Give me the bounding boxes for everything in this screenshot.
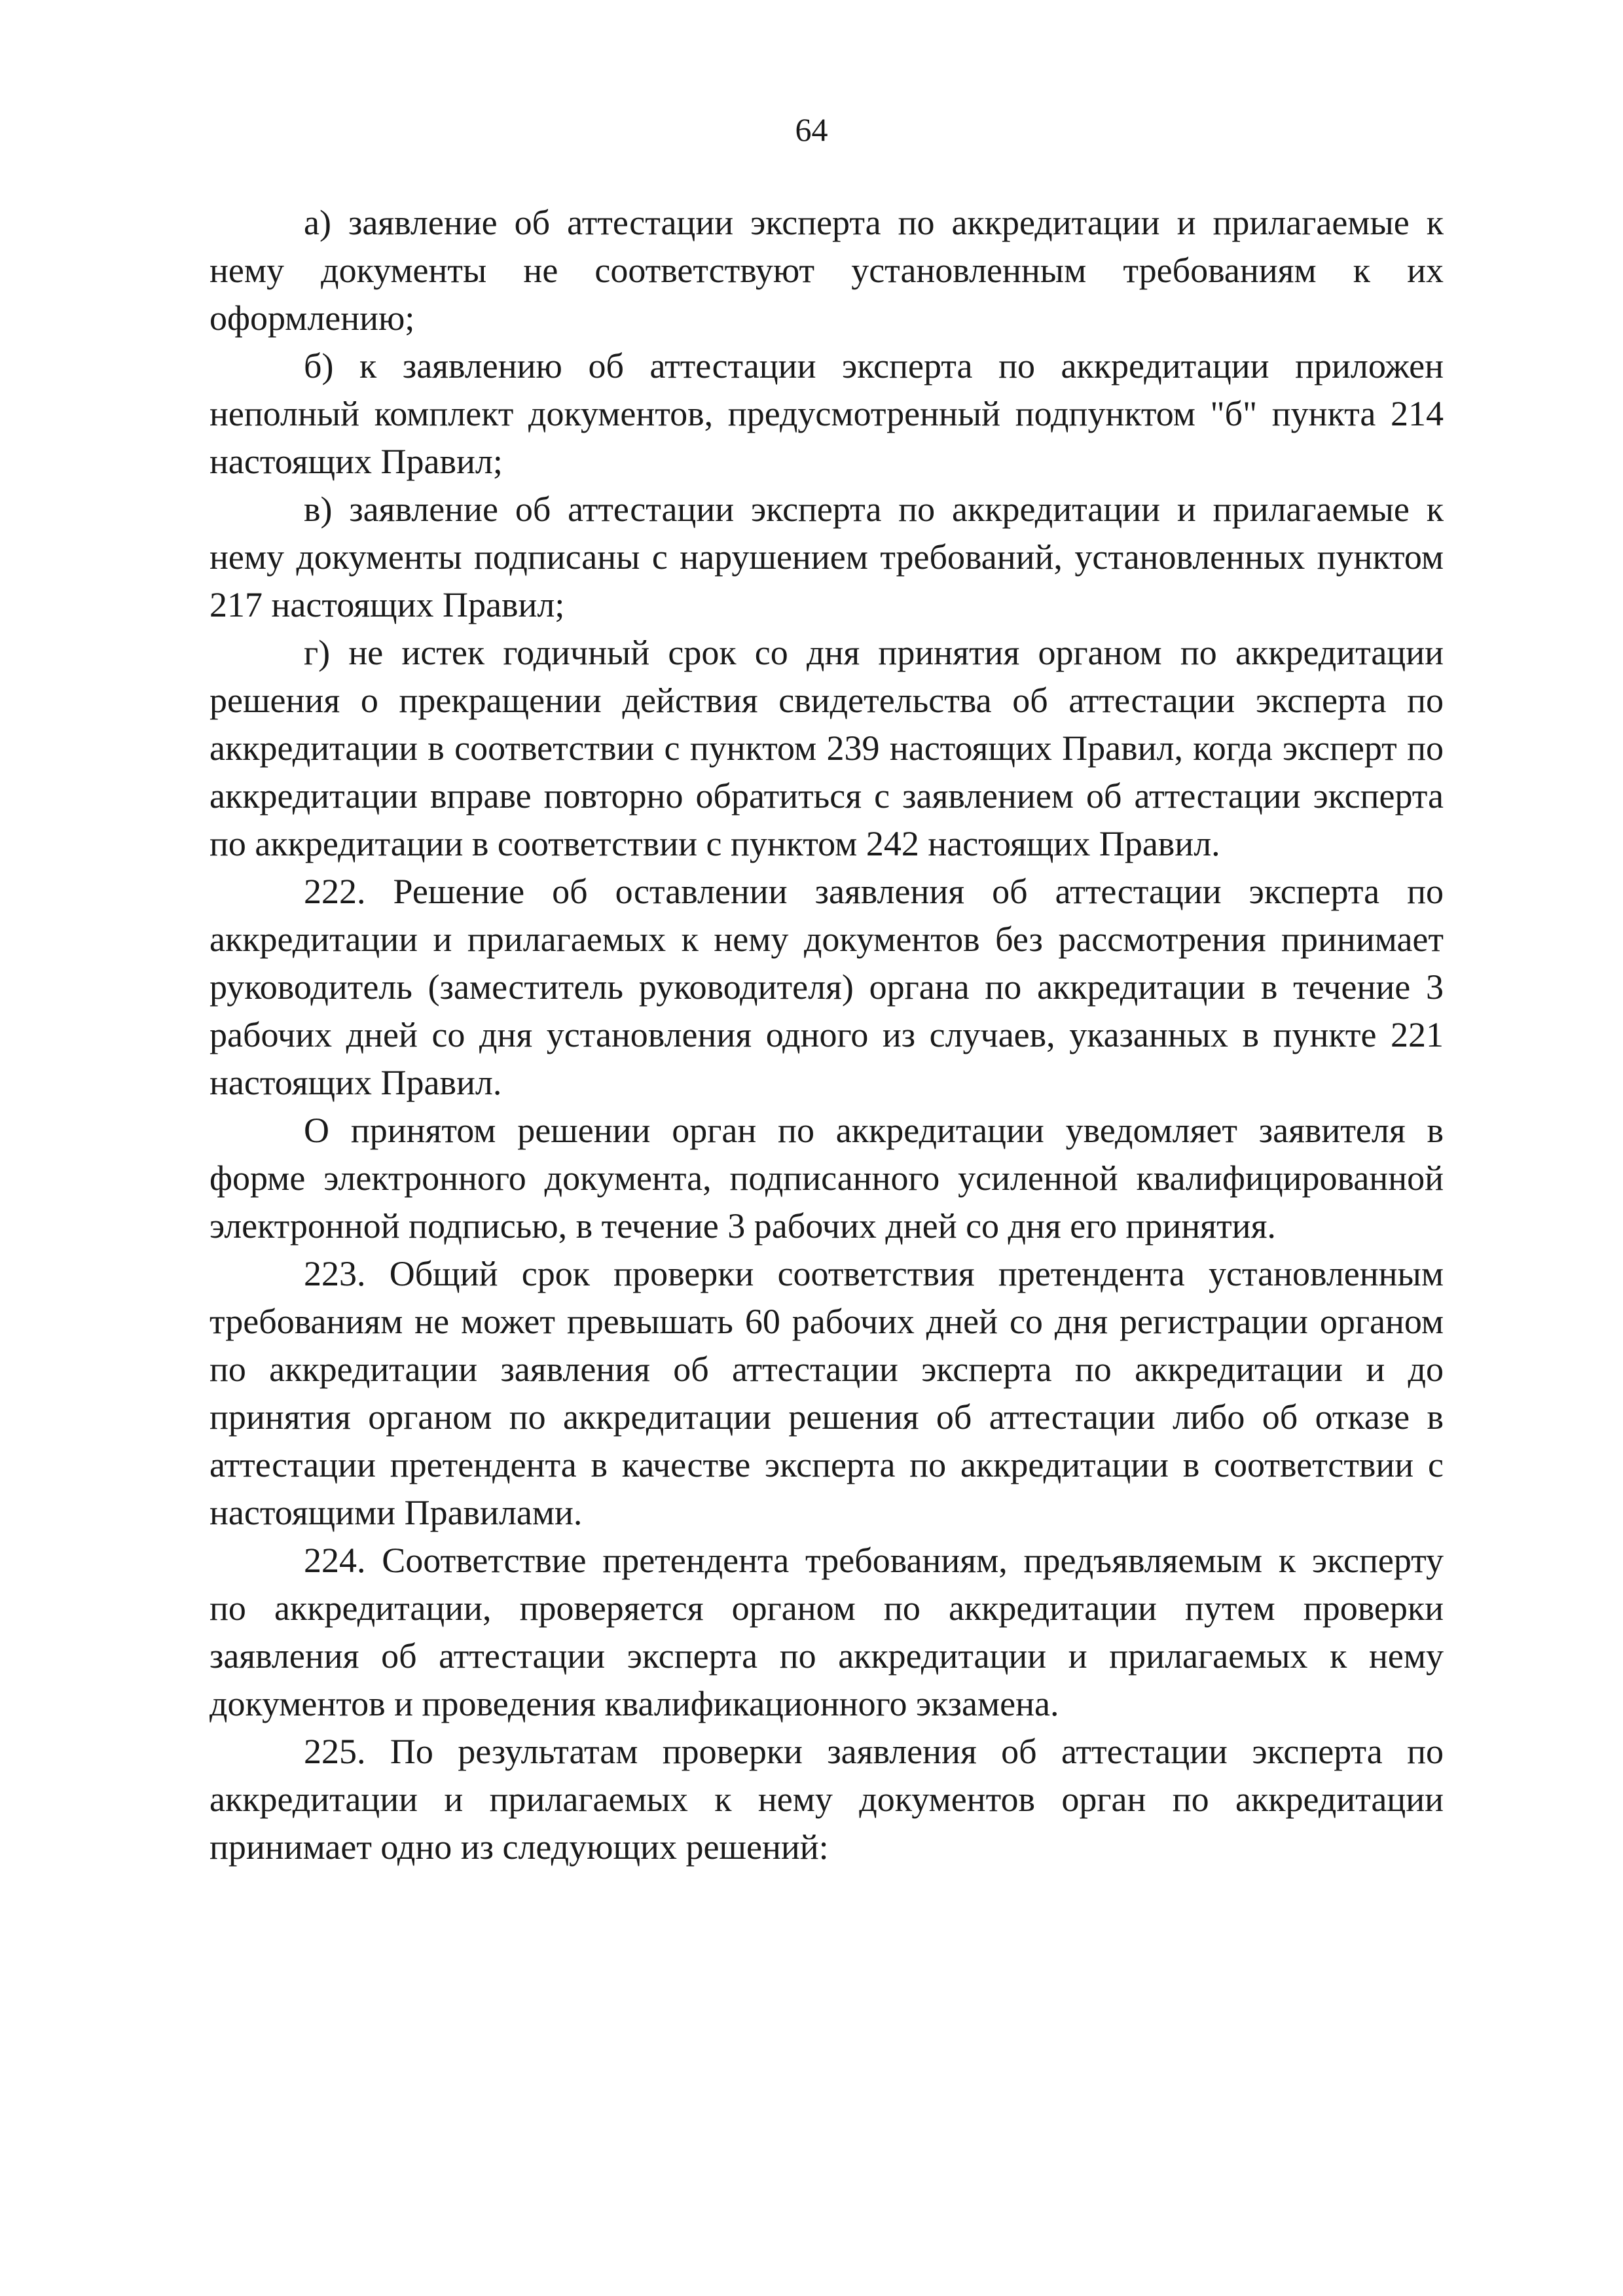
paragraph-b: б) к заявлению об аттестации эксперта по аккредитации приложен неполный комплект документов, предусмотренный подпунктом "б" пункта 214 настоящих Правил; [210, 346, 1444, 481]
document-body [210, 199, 1444, 1871]
paragraph-225: 225. По результатам проверки заявления об аттестации эксперта по аккредитации и прилагаемых к нему документов орган по аккредитации принимает одно из следующих решений: [210, 1732, 1444, 1867]
paragraph-a: а) заявление об аттестации эксперта по аккредитации и прилагаемые к нему документы не соответствуют установленным требованиям к их оформлению; [210, 203, 1444, 338]
paragraph-223: 223. Общий срок проверки соответствия претендента установленным требованиям не может превышать 60 рабочих дней со дня регистрации органом по аккредитации заявления об аттестации эксперта по аккредитации и до принятия органом по аккредитации решения об аттестации либо об отказе в аттестации претендента в качестве эксперта по аккредитации в соответствии с настоящими Правилами. [210, 1254, 1444, 1532]
paragraph-v: в) заявление об аттестации эксперта по аккредитации и прилагаемые к нему документы подписаны с нарушением требований, установленных пунктом 217 настоящих Правил; [210, 490, 1444, 624]
paragraph-222-notice: О принятом решении орган по аккредитации уведомляет заявителя в форме электронного документа, подписанного усиленной квалифицированной электронной подписью, в течение 3 рабочих дней со дня его принятия. [210, 1111, 1444, 1246]
page-number: 64 [795, 111, 828, 148]
paragraph-224: 224. Соответствие претендента требованиям, предъявляемым к эксперту по аккредитации, проверяется органом по аккредитации путем проверки заявления об аттестации эксперта по аккредитации и прилагаемых к нему документов и проведения квалификационного экзамена. [210, 1541, 1444, 1723]
paragraph-g: г) не истек годичный срок со дня принятия органом по аккредитации решения о прекращении действия свидетельства об аттестации эксперта по аккредитации в соответствии с пунктом 239 настоящих Правил, когда эксперт по аккредитации вправе повторно обратиться с заявлением об аттестации эксперта по аккредитации в соответствии с пунктом 242 настоящих Правил. [210, 633, 1444, 863]
paragraph-222: 222. Решение об оставлении заявления об аттестации эксперта по аккредитации и прилагаемых к нему документов без рассмотрения принимает руководитель (заместитель руководителя) органа по аккредитации в течение 3 рабочих дней со дня установления одного из случаев, указанных в пункте 221 настоящих Правил. [210, 872, 1444, 1102]
